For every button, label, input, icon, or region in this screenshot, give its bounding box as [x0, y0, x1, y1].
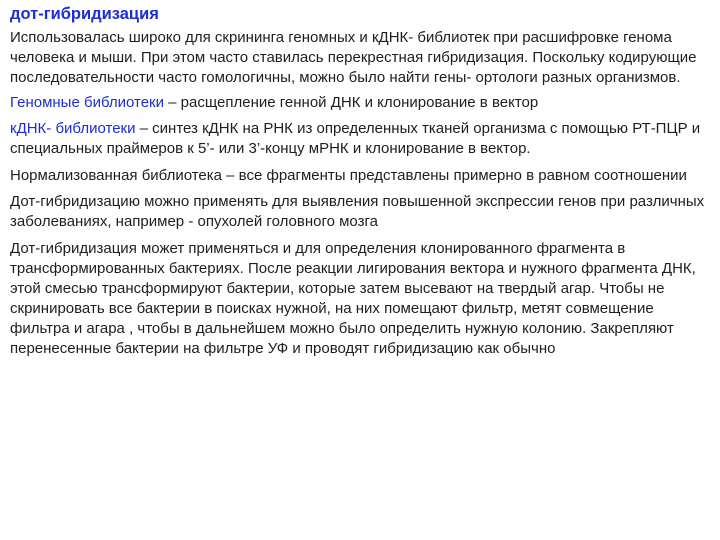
slide-title: дот-гибридизация [10, 5, 159, 23]
paragraph-genomic-libraries [10, 93, 706, 113]
paragraph-normalized-library: Нормализованная библиотека – все фрагменты представлены примерно в равном соотношении [10, 167, 687, 184]
term-cdna-libraries: кДНК- библиотеки [10, 120, 136, 137]
paragraph-clone-identification: Дот-гибридизация может применяться и для определения клонированного фрагмента в трансформированных бактериях. После реакции лигирования вектора и нужного фрагмента ДНК, этой смесью трансформируют бактерии, которые затем высевают на твердый агар. Чтобы не скринировать все бактерии в поисках нужной, на них помещают фильтр, метят совмещение фильтра и агара , чтобы в дальнейшем можно было определить нужную колонию. Закрепляют перенесенные бактерии на фильтре УФ и проводят гибридизацию как обычно [10, 240, 696, 357]
paragraph-cdna-libraries [10, 119, 706, 159]
term-genomic-libraries: Геномные библиотеки [10, 94, 164, 111]
paragraph-expression-application: Дот-гибридизацию можно применять для выявления повышенной экспрессии генов при различных заболеваниях, например - опухолей головного мозга [10, 193, 705, 230]
definition-cdna-libraries: – синтез кДНК на РНК из определенных тканей организма с помощью РТ-ПЦР и специальных праймеров к 5’- или 3’-концу мРНК и клонирование в вектор. [10, 120, 701, 157]
definition-genomic-libraries: – расщепление генной ДНК и клонирование в вектор [164, 94, 539, 111]
paragraph-screening-use: Использовалась широко для скрининга геномных и кДНК- библиотек при расшифровке генома человека и мыши. При этом часто ставилась перекрестная гибридизация. Поскольку кодирующие последовательности часто гомологичны, можно было найти гены- ортологи разных организмов. [10, 29, 697, 86]
